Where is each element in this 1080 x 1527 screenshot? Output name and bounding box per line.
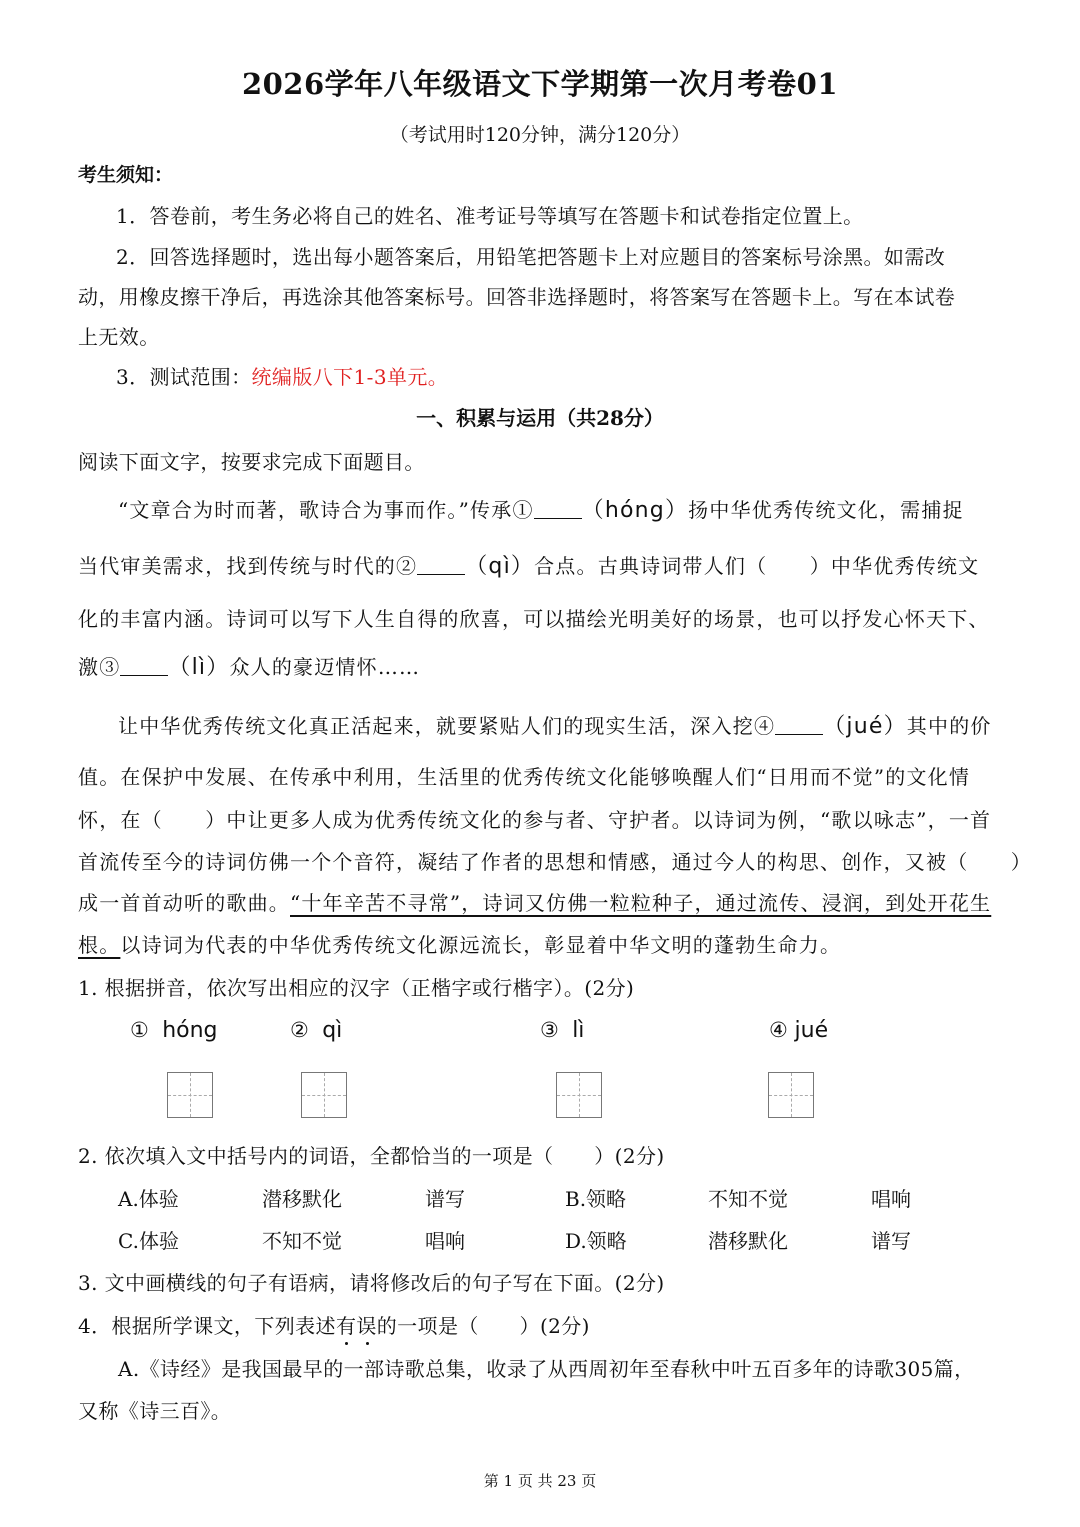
q2-option-d-2: 潜移默化 [708,1229,788,1253]
q4-option-a-line-1: A.《诗经》是我国最早的一部诗歌总集，收录了从西周初年至春秋中叶五百多年的诗歌305篇， [118,1357,975,1381]
q2-option-d-1: D.领略 [565,1229,627,1253]
exam-subtitle: （考试用时120分钟，满分120分） [389,124,691,146]
q2-option-a-1: A.体验 [118,1187,179,1211]
passage-p2-line-5 [78,887,991,916]
item-pinyin: lì [572,1018,585,1043]
pinyin-hint-2: （qì） [465,554,535,579]
passage-text: 以诗词为代表的中华优秀传统文化源远流长，彰显着中华文明的蓬勃生命力。 [120,933,842,957]
page-footer: 第 1 页 共 23 页 [483,1472,597,1490]
notice-heading: 考生须知： [78,164,174,186]
page-title: 2026学年八年级语文下学期第一次月考卷01 [241,67,839,101]
question-4-text: 的一项是（ ）(2分) [376,1314,590,1338]
passage-p2-line-2: 值。在保护中发展、在传承中利用，生活里的优秀传统文化能够唤醒人们“日用而不觉”的文化情 [78,765,971,789]
passage-p2-line-6 [78,929,841,958]
notice-item-2-line-1: 2．回答选择题时，选出每小题答案后，用铅笔把答题卡上对应题目的答案标号涂黑。如需改 [116,245,946,269]
section-1-heading: 一、积累与运用（共28分） [416,406,664,430]
passage-text: 合点。古典诗词带人们（ ）中华优秀传统文 [534,554,980,578]
question-3: 3. 文中画横线的句子有语病，请将修改后的句子写在下面。(2分) [78,1271,665,1295]
passage-text: 当代审美需求，找到传统与时代的② [78,554,418,578]
q2-option-b-2: 不知不觉 [708,1187,788,1211]
q2-option-a-2: 潜移默化 [262,1187,342,1211]
q2-option-d-3: 谱写 [871,1229,911,1253]
q1-item-3 [540,1018,584,1043]
section-1-intro: 阅读下面文字，按要求完成下面题目。 [78,450,425,474]
pinyin-hint-4: （jué） [823,714,907,739]
blank-2 [417,554,465,575]
underlined-sentence: “十年辛苦不寻常”，诗词又仿佛一粒粒种子，通过流传、浸润，到处开花生 [290,891,992,915]
item-pinyin: hóng [162,1018,218,1043]
item-number: ④ [769,1018,788,1042]
passage-text: 众人的豪迈情怀…… [229,655,421,679]
answer-grid-3[interactable] [556,1072,602,1118]
question-2: 2. 依次填入文中括号内的词语，全都恰当的一项是（ ）(2分) [78,1144,665,1168]
passage-p1-line-1 [118,493,964,524]
notice-item-3 [116,361,448,390]
notice-item-2-line-3: 上无效。 [78,325,160,349]
passage-text: 激③ [78,655,121,679]
blank-1 [534,498,582,519]
q2-option-c-3: 唱响 [425,1229,465,1253]
notice-item-3-label: 3．测试范围： [116,365,252,389]
item-pinyin: jué [794,1018,829,1043]
q1-item-2 [290,1018,342,1043]
answer-grid-4[interactable] [768,1072,814,1118]
pinyin-hint-3: （lì） [168,655,230,680]
q4-option-a-line-2: 又称《诗三百》。 [78,1399,232,1423]
q1-item-1 [130,1018,218,1043]
q2-option-b-3: 唱响 [871,1187,911,1211]
passage-text: 成一首首动听的歌曲。 [78,891,290,915]
answer-grid-2[interactable] [301,1072,347,1118]
question-4 [78,1310,590,1339]
passage-p2-line-1 [118,709,992,740]
item-pinyin: qì [322,1018,343,1043]
passage-text: 扬中华优秀传统文化，需捕捉 [688,498,964,522]
passage-p2-line-3: 怀，在（ ）中让更多人成为优秀传统文化的参与者、守护者。以诗词为例，“歌以咏志”，一首 [78,808,992,832]
passage-text: 其中的价 [906,714,992,738]
notice-item-1: 1．答卷前，考生务必将自己的姓名、准考证号等填写在答题卡和试卷指定位置上。 [116,204,864,228]
blank-3 [120,655,168,676]
passage-p1-line-3: 化的丰富内涵。诗词可以写下人生自得的欣喜，可以描绘光明美好的场景，也可以抒发心怀天下、 [78,607,990,631]
q2-option-b-1: B.领略 [565,1187,627,1211]
answer-grid-1[interactable] [167,1072,213,1118]
passage-p1-line-4 [78,650,420,681]
passage-text: 让中华优秀传统文化真正活起来，就要紧贴人们的现实生活，深入挖④ [118,714,776,738]
q1-item-4 [769,1018,828,1043]
passage-p1-line-2 [78,549,979,580]
item-number: ③ [540,1018,559,1042]
passage-text: “文章合为时而著，歌诗合为事而作。”传承① [118,498,534,522]
pinyin-hint-1: （hóng） [581,498,689,523]
underlined-sentence-end: 根。 [78,933,121,957]
question-1: 1. 根据拼音，依次写出相应的汉字（正楷字或行楷字）。(2分) [78,976,635,1000]
passage-p2-line-4: 首流传至今的诗词仿佛一个个音符，凝结了作者的思想和情感，通过今人的构思、创作，又被（ ） [78,850,1032,874]
q2-option-a-3: 谱写 [425,1187,465,1211]
q2-option-c-1: C.体验 [118,1229,179,1253]
item-number: ② [290,1018,309,1042]
emphasis-char: 误 [356,1314,377,1338]
notice-item-2-line-2: 动，用橡皮擦干净后，再选涂其他答案标号。回答非选择题时，将答案写在答题卡上。写在本试卷 [78,285,956,309]
question-4-text: 4．根据所学课文，下列表述 [78,1314,336,1338]
blank-4 [775,714,823,735]
q2-option-c-2: 不知不觉 [262,1229,342,1253]
item-number: ① [130,1018,149,1042]
emphasis-char: 有 [335,1314,357,1338]
test-scope: 统编版八下1-3单元。 [251,365,449,389]
